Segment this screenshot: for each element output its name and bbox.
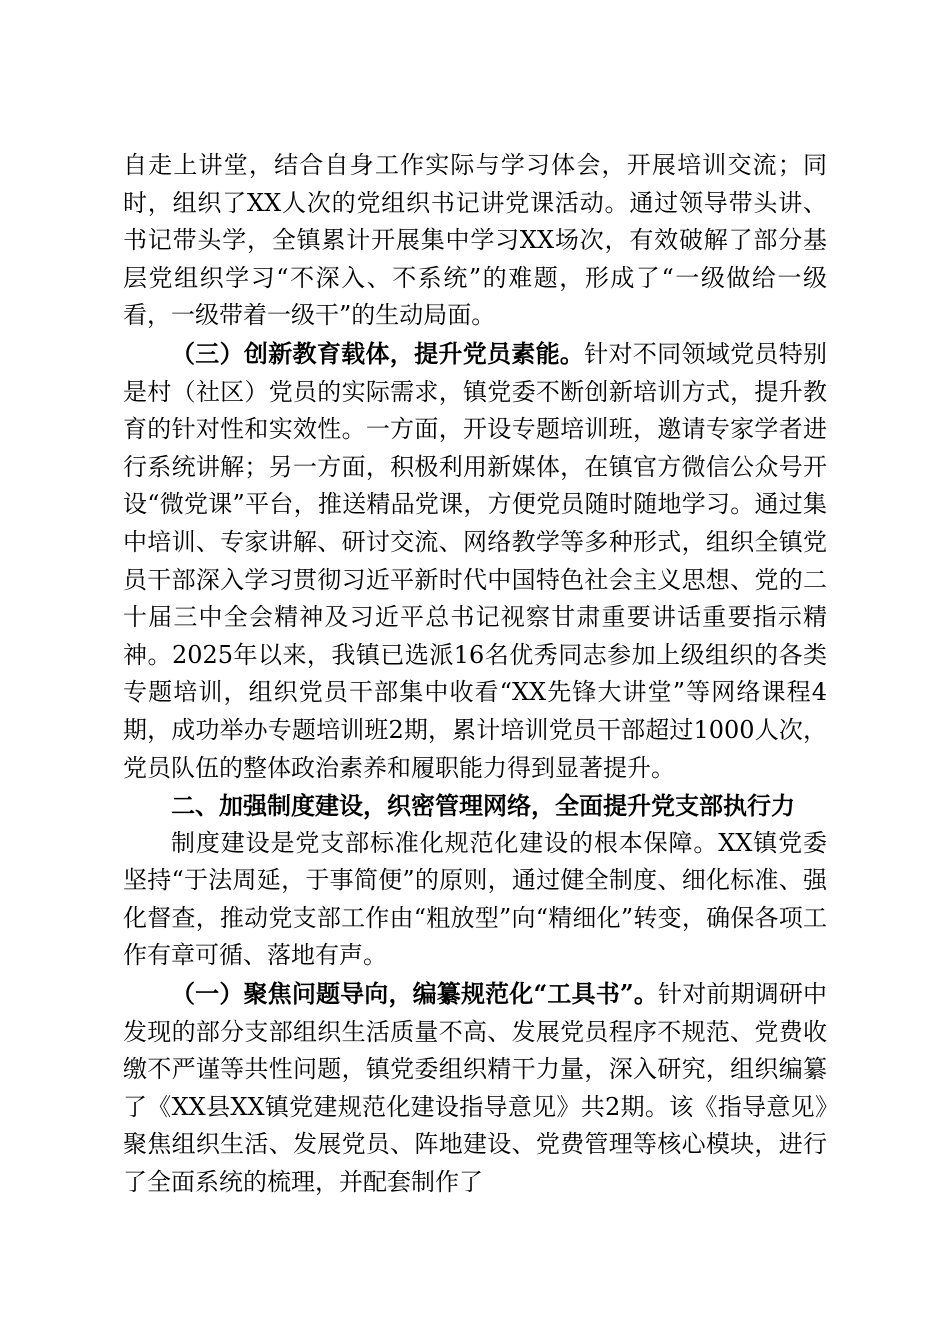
paragraph-text: 制度建设是党支部标准化规范化建设的根本保障。XX镇党委坚持“于法周延，于事简便”的原则，通过健全制度、细化标准、强化督查，推动党支部工作由“粗放型”向“精细化”转变，确保各项工作有章可循、落地有声。: [123, 828, 827, 970]
section-lead-heading: （一）聚焦问题导向，编纂规范化“工具书”。: [171, 979, 659, 1009]
paragraph-education-carrier: [123, 335, 827, 787]
paragraph-text: 自走上讲堂，结合自身工作实际与学习体会，开展培训交流；同时，组织了XX人次的党组织书记讲党课活动。通过领导带头讲、书记带头学，全镇累计开展集中学习XX场次，有效破解了部分基层党组织学习“不深入、不系统”的难题，形成了“一级做给一级看，一级带着一级干”的生动局面。: [123, 151, 827, 330]
document-page: [123, 147, 827, 1202]
paragraph-system-building: [123, 825, 827, 975]
paragraph-study-activities: [123, 147, 827, 335]
section-heading: 二、加强制度建设，织密管理网络，全面提升党支部执行力: [171, 791, 795, 821]
section-lead-heading: （三）创新教育载体，提升党员素能。: [171, 338, 585, 368]
paragraph-text: 针对不同领域党员特别是村（社区）党员的实际需求，镇党委不断创新培训方式，提升教育的针对性和实效性。一方面，开设专题培训班，邀请专家学者进行系统讲解；另一方面，积极利用新媒体，在镇官方微信公众号开设“微党课”平台，推送精品党课，方便党员随时随地学习。通过集中培训、专家讲解、研讨交流、网络教学等多种形式，组织全镇党员干部深入学习贯彻习近平新时代中国特色社会主义思想、党的二十届三中全会精神及习近平总书记视察甘肃重要讲话重要指示精神。2025年以来，我镇已选派16名优秀同志参加上级组织的各类专题培训，组织党员干部集中收看“XX先锋大讲堂”等网络课程4期，成功举办专题培训班2期，累计培训党员干部超过1000人次，党员队伍的整体政治素养和履职能力得到显著提升。: [123, 339, 828, 782]
paragraph-text: 针对前期调研中发现的部分支部组织生活质量不高、发展党员程序不规范、党费收缴不严谨等共性问题，镇党委组织精干力量，深入研究，组织编纂了《XX县XX镇党建规范化建设指导意见》共2期。该《指导意见》聚焦组织生活、发展党员、阵地建设、党费管理等核心模块，进行了全面系统的梳理，并配套制作了: [123, 980, 828, 1197]
paragraph-problem-orientation: [123, 975, 827, 1202]
